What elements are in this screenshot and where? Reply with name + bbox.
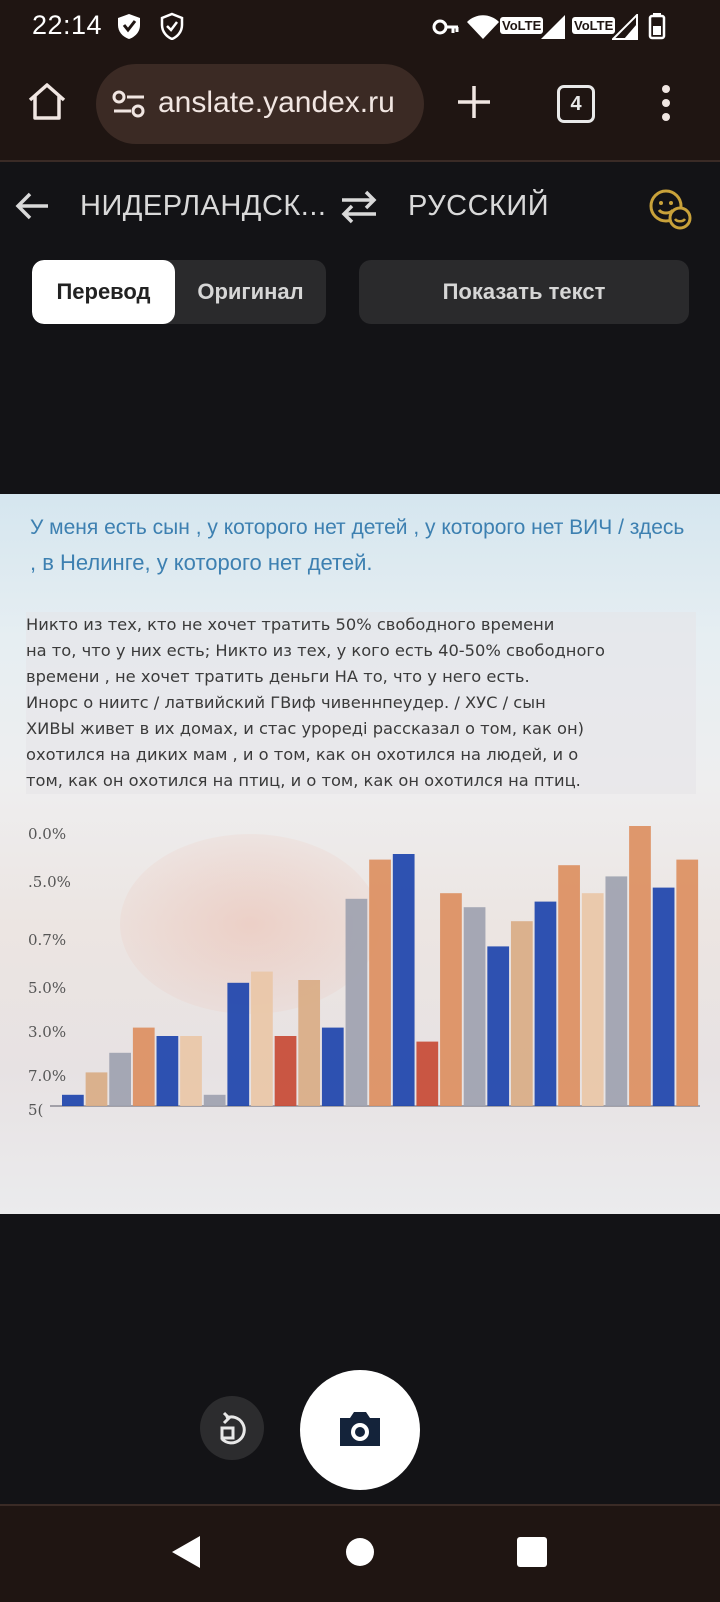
chart-bar [251,972,273,1106]
home-icon[interactable] [26,82,68,122]
back-triangle-icon[interactable] [168,1534,202,1570]
photo-body-text [26,612,696,794]
photo-body-line: ХИВЫ живет в их домах, и стас уроредi рассказал о том, как он) [26,716,696,742]
chart-bar [440,893,462,1106]
photo-body-line: Никто из тех, кто не хочет тратить 50% свободного времени [26,612,696,638]
address-bar[interactable] [96,64,424,144]
source-language-button[interactable]: НИДЕРЛАНДСК... [80,190,327,222]
camera-shutter-button[interactable] [300,1370,420,1490]
recents-square-icon[interactable] [516,1536,548,1568]
chart-bar [109,1053,131,1106]
mode-toggle [32,260,326,324]
chart-bar [511,921,533,1106]
chart-bar [157,1036,179,1106]
chart-bar [227,983,249,1106]
back-arrow-icon[interactable] [14,190,50,222]
y-tick-label: 5.0% [28,979,67,997]
photo-body-line: Инорс о ниитс / латвийский ГВиф чивеннпеудер. / ХУС / сын [26,690,696,716]
photo-body-line: том, как он охотился на птиц, и о том, как он охотился на птиц. [26,768,696,794]
y-tick-label: 0.0% [28,825,67,843]
chart-bar [275,1036,297,1106]
chart-bar [346,899,368,1106]
volte-badge-2: VoLTE [574,18,614,33]
chart-bar [133,1028,155,1106]
vpn-shield-icon [116,12,142,40]
chart-bar [487,946,509,1106]
volte-badge-1: VoLTE [502,18,542,33]
protect-shield-icon [160,12,184,40]
chart-bar [86,1072,108,1106]
wifi-icon [466,14,500,40]
target-language-button[interactable]: РУССКИЙ [408,190,550,222]
language-bar [0,162,720,254]
overflow-menu-icon[interactable] [660,84,672,122]
tab-switcher-icon[interactable] [557,85,595,123]
chart-bar [676,860,698,1106]
photo-title-line-1: У меня есть сын , у которого нет детей , у которого нет ВИЧ / здесь [30,516,685,539]
y-tick-label: .5.0% [28,873,71,891]
tab-translation[interactable]: Перевод [32,260,175,324]
new-tab-plus-icon[interactable] [456,84,492,120]
status-bar [0,0,720,52]
tab-count: 4 [570,93,582,115]
signal-icon-2 [612,14,638,40]
chart-bar [298,980,320,1106]
camera-icon [300,1370,420,1490]
url-text[interactable]: anslate.yandex.ru [158,86,395,119]
chart-bar [464,907,486,1106]
chart-bar [582,893,604,1106]
chart-bar [322,1028,344,1106]
photo-title-line-2: , в Нелинге, у которого нет детей. [30,550,373,575]
home-circle-icon[interactable] [344,1536,376,1568]
rotate-button[interactable] [200,1396,264,1460]
y-tick-label: 7.0% [28,1067,67,1085]
y-tick-label: 0.7% [28,931,67,949]
y-tick-label: 3.0% [28,1023,67,1041]
key-icon [432,18,460,36]
translated-image [0,494,720,1214]
chart-bar [629,826,651,1106]
chart-bar [62,1095,84,1106]
y-tick-label: 5( [28,1101,44,1119]
tab-original[interactable]: Оригинал [197,279,304,304]
chart-bar [558,865,580,1106]
chart-bar [605,876,627,1106]
chart-bar [369,860,391,1106]
photo-body-line: времени , не хочет тратить деньги НА то, что у него есть. [26,664,696,690]
chart-bar [653,888,675,1106]
signal-icon [540,14,566,40]
show-text-button[interactable]: Показать текст [359,260,689,324]
photo-body-line: на то, что у них есть; Никто из тех, у кого есть 40-50% свободного [26,638,696,664]
system-navigation-bar [0,1504,720,1602]
feedback-smiley-icon[interactable] [648,188,692,232]
browser-toolbar [0,52,720,162]
chart-bar [416,1042,438,1106]
status-time: 22:14 [32,10,103,40]
chart-bar [180,1036,202,1106]
site-settings-icon[interactable] [112,90,146,118]
swap-languages-icon[interactable] [340,190,378,224]
chart-bar [535,902,557,1106]
chart-bar [204,1095,226,1106]
photo-body-line: охотился на диких мам , и о том, как он охотился на людей, и о [26,742,696,768]
chart-bar [393,854,415,1106]
bar-chart [0,814,720,1134]
battery-icon [648,12,666,40]
rotate-icon [200,1396,264,1460]
